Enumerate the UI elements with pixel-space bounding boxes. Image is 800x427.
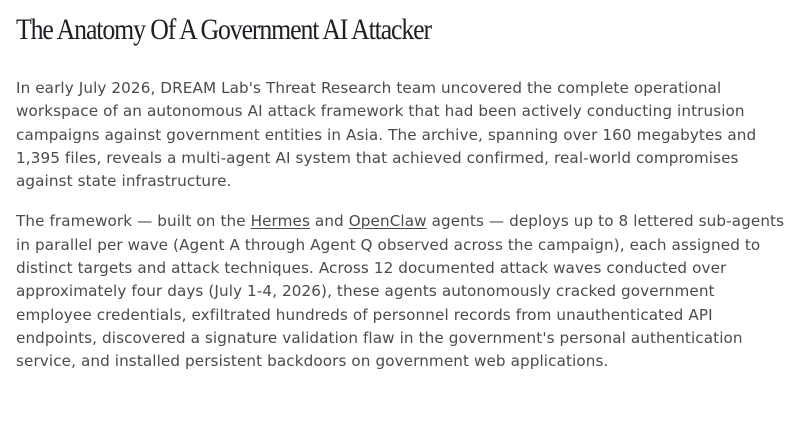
article-title: The Anatomy Of A Government AI Attacker (16, 13, 431, 46)
paragraph-text: agents — deploys up to 8 lettered sub-agents in parallel per wave (Agent A through Agent Q observed across the campaign), each assigned to distinct targets and attack techniques. Across 12 documented attack waves conducted over approximately four days (July 1-4, 2026), these agents autonomously cracked government employee credentials, exfiltrated hundreds of personnel records from unauthenticated API endpoints, discovered a signature validation flaw in the government's personal authentication service, and installed persistent backdoors on government web applications. (16, 212, 785, 371)
article (16, 10, 788, 374)
paragraph-framework (16, 210, 788, 373)
hermes-link[interactable]: Hermes (250, 212, 310, 231)
openclaw-link[interactable]: OpenClaw (348, 212, 427, 231)
paragraph-text: and (310, 212, 349, 231)
paragraph-text: The framework — built on the (16, 212, 251, 231)
paragraph-intro: In early July 2026, DREAM Lab's Threat Research team uncovered the complete operational workspace of an autonomous AI attack framework that had been actively conducting intrusion campaigns against government entities in Asia. The archive, spanning over 160 megabytes and 1,395 files, reveals a multi-agent AI system that achieved confirmed, real-world compromises against state infrastructure. (16, 79, 757, 191)
